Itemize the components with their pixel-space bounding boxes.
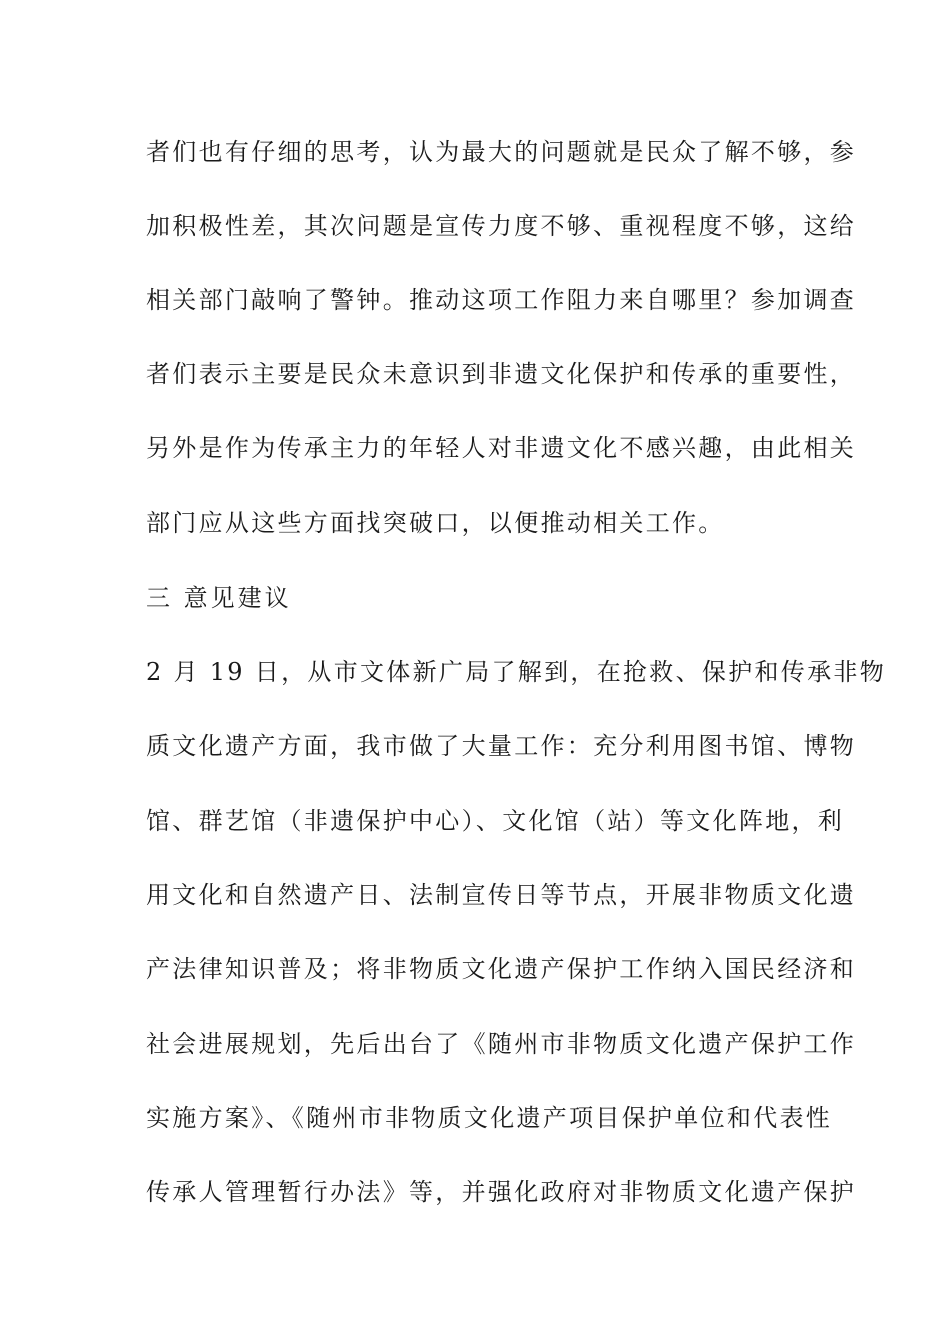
paragraph-line: 社会进展规划，先后出台了《随州市非物质文化遗产保护工作 xyxy=(146,1030,857,1058)
paragraph-line: 部门应从这些方面找突破口，以便推动相关工作。 xyxy=(146,509,725,537)
paragraph-line: 另外是作为传承主力的年轻人对非遗文化不感兴趣，由此相关 xyxy=(146,434,857,462)
paragraph-line: 质文化遗产方面，我市做了大量工作：充分利用图书馆、博物 xyxy=(146,732,857,760)
paragraph-line: 者们也有仔细的思考，认为最大的问题就是民众了解不够，参 xyxy=(146,138,857,166)
paragraph-line: 馆、群艺馆（非遗保护中心）、文化馆（站）等文化阵地，利 xyxy=(146,807,845,835)
paragraph-line: 传承人管理暂行办法》等，并强化政府对非物质文化遗产保护 xyxy=(146,1178,857,1206)
section-heading: 三 意见建议 xyxy=(146,584,292,612)
paragraph-line: 者们表示主要是民众未意识到非遗文化保护和传承的重要性， xyxy=(146,360,857,388)
paragraph-line: 实施方案》、《随州市非物质文化遗产项目保护单位和代表性 xyxy=(146,1104,833,1132)
paragraph-line: 产法律知识普及；将非物质文化遗产保护工作纳入国民经济和 xyxy=(146,955,857,983)
paragraph-line: 加积极性差，其次问题是宣传力度不够、重视程度不够，这给 xyxy=(146,212,857,240)
paragraph-line: 相关部门敲响了警钟。推动这项工作阻力来自哪里？参加调查 xyxy=(146,286,857,314)
paragraph-line: 2 月 19 日，从市文体新广局了解到，在抢救、保护和传承非物 xyxy=(146,658,886,686)
paragraph-line: 用文化和自然遗产日、法制宣传日等节点，开展非物质文化遗 xyxy=(146,881,857,909)
